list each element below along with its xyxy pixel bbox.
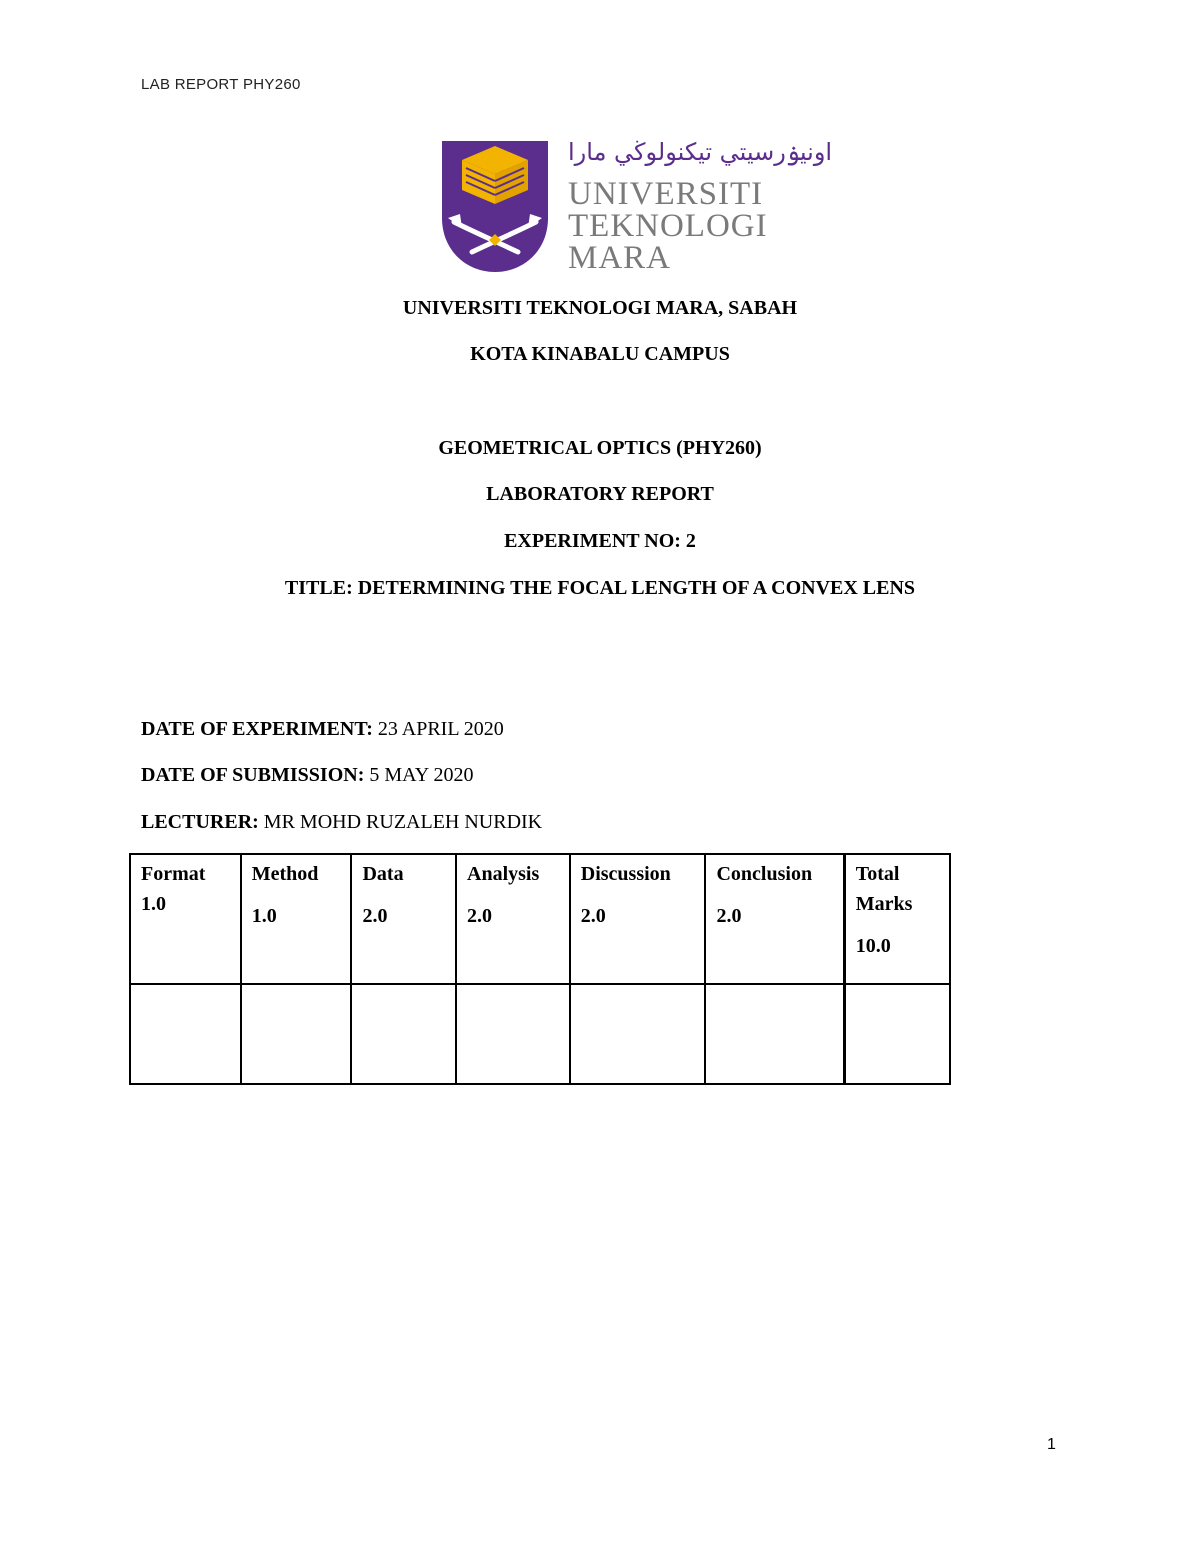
page-number: 1 — [1047, 1436, 1056, 1453]
report-type: LABORATORY REPORT — [486, 483, 714, 505]
score-cell-discussion — [570, 984, 706, 1084]
lecturer-value: MR MOHD RUZALEH NURDIK — [263, 811, 543, 833]
marks-entry-row — [130, 984, 950, 1084]
marks-header-row — [130, 854, 950, 984]
col-label: Data — [362, 863, 404, 885]
date-submission-value: 5 MAY 2020 — [369, 764, 474, 786]
lecturer-label: LECTURER: — [141, 811, 259, 833]
date-submission-label: DATE OF SUBMISSION: — [141, 764, 365, 786]
logo-jawi-text: اونيۏرسيتي تيكنولوڬي مارا — [568, 138, 833, 166]
score-cell-format — [130, 984, 241, 1084]
col-label: Analysis — [467, 863, 540, 885]
uitm-logo — [440, 138, 833, 276]
score-cell-method — [241, 984, 352, 1084]
date-of-submission — [141, 764, 473, 787]
col-label: Conclusion — [716, 863, 813, 885]
col-label: Method — [251, 863, 319, 885]
col-value: 2.0 — [362, 905, 388, 927]
course-title: GEOMETRICAL OPTICS (PHY260) — [438, 437, 762, 459]
date-experiment-value: 23 APRIL 2020 — [377, 718, 504, 740]
logo-line3: MARA — [568, 240, 672, 276]
col-label: Format — [141, 863, 206, 885]
col-value: 10.0 — [855, 935, 891, 957]
logo-line2: TEKNOLOGI — [568, 208, 768, 244]
marks-table — [129, 853, 951, 1085]
col-total-marks — [844, 854, 950, 984]
campus-name: KOTA KINABALU CAMPUS — [470, 343, 730, 365]
col-data — [351, 854, 456, 984]
col-value: 2.0 — [580, 905, 606, 927]
col-label: Discussion — [580, 863, 671, 885]
col-value: 2.0 — [467, 905, 492, 927]
university-name: UNIVERSITI TEKNOLOGI MARA, SABAH — [402, 297, 798, 319]
col-value: 1.0 — [141, 893, 166, 915]
experiment-number: EXPERIMENT NO: 2 — [504, 530, 696, 552]
date-of-experiment — [141, 718, 504, 741]
col-value: 2.0 — [716, 905, 742, 927]
score-cell-total — [844, 984, 950, 1084]
date-experiment-label: DATE OF EXPERIMENT: — [141, 718, 373, 740]
page-header: LAB REPORT PHY260 — [141, 76, 301, 93]
col-discussion — [570, 854, 706, 984]
experiment-title: TITLE: DETERMINING THE FOCAL LENGTH OF A CONVEX LENS — [284, 577, 916, 599]
col-analysis — [456, 854, 570, 984]
logo-line1: UNIVERSITI — [568, 176, 764, 212]
col-method — [241, 854, 352, 984]
col-label: Total — [855, 863, 900, 885]
score-cell-analysis — [456, 984, 570, 1084]
col-value: 1.0 — [251, 905, 277, 927]
shield-emblem-icon — [442, 141, 548, 272]
score-cell-data — [351, 984, 456, 1084]
col-conclusion — [705, 854, 844, 984]
score-cell-conclusion — [705, 984, 844, 1084]
lecturer — [141, 811, 542, 834]
col-format — [130, 854, 241, 984]
col-label2: Marks — [855, 893, 913, 915]
